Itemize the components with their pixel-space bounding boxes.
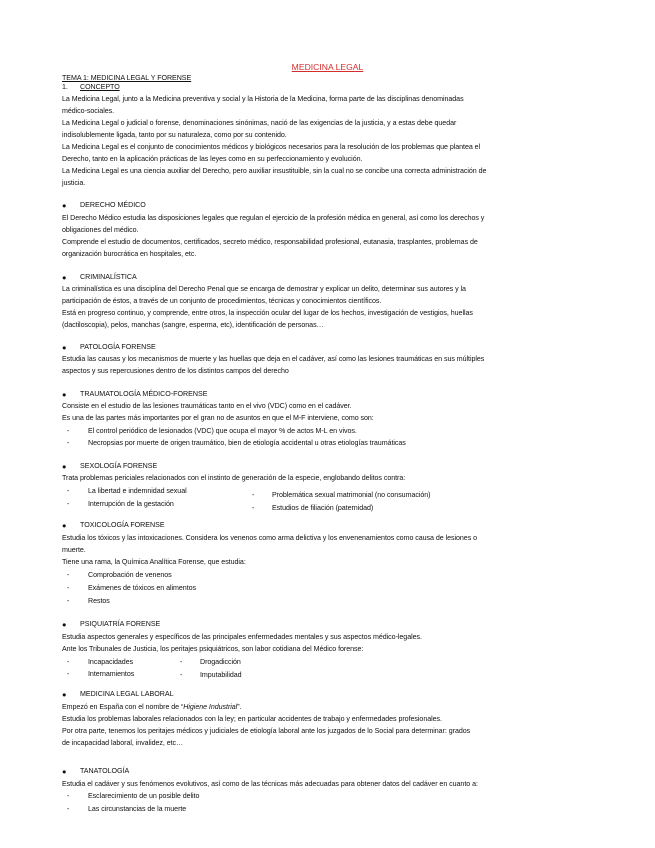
- dash-icon: -: [67, 597, 70, 605]
- section-line: muerte.: [62, 546, 86, 554]
- section-line: Es una de las partes más importantes por el gran no de asuntos en que el M-F interviene, como son:: [62, 414, 374, 422]
- section-line: aspectos y sus repercusiones dentro de los distintos campos del derecho: [62, 367, 289, 375]
- bullet-icon: ●: [62, 201, 67, 210]
- list-item: Internamientos: [88, 670, 135, 678]
- section-heading-psiquiatria: PSIQUIATRÍA FORENSE: [80, 620, 161, 628]
- bullet-icon: ●: [62, 462, 67, 471]
- concept-line: médico-sociales.: [62, 107, 115, 115]
- bullet-icon: ●: [62, 620, 67, 629]
- document-title: MEDICINA LEGAL: [291, 62, 364, 72]
- list-item: Las circunstancias de la muerte: [88, 805, 187, 813]
- dash-icon: -: [67, 487, 70, 495]
- list-item: Drogadicción: [200, 658, 241, 666]
- list-item: El control periódico de lesionados (VDC) que ocupa el mayor % de actos M-L en vivos.: [88, 427, 357, 435]
- section-line: El Derecho Médico estudia las disposiciones legales que regulan el ejercicio de la profesión médica en general, así como los derechos y: [62, 214, 485, 222]
- concept-line: La Medicina Legal es el conjunto de conocimientos médicos y biológicos necesarios para la resolución de los problemas que plantea el: [62, 143, 481, 151]
- bullet-icon: ●: [62, 390, 67, 399]
- dash-icon: -: [67, 571, 70, 579]
- section-line: participación de éstos, a través de un conjunto de procedimientos, técnicas y conocimientos científicos.: [62, 297, 382, 305]
- section-line: obligaciones del médico.: [62, 226, 139, 234]
- section-line: Consiste en el estudio de las lesiones traumáticas tanto en el vivo (VDC) como en el cadáver.: [62, 402, 352, 410]
- dash-icon: -: [252, 504, 255, 512]
- list-item: Interrupción de la gestación: [88, 500, 174, 508]
- dash-icon: -: [67, 439, 70, 447]
- bullet-icon: ●: [62, 767, 67, 776]
- section-heading-criminalistica: CRIMINALÍSTICA: [80, 273, 137, 281]
- section-line: Estudia los tóxicos y las intoxicaciones. Considera los venenos como arma delictiva y los envenenamientos como causa de lesiones o: [62, 534, 478, 542]
- bullet-icon: ●: [62, 690, 67, 699]
- dash-icon: -: [180, 658, 183, 666]
- list-item: Exámenes de tóxicos en alimentos: [88, 584, 197, 592]
- list-item: Problemática sexual matrimonial (no consumación): [272, 491, 431, 499]
- topic-heading: TEMA 1: MEDICINA LEGAL Y FORENSE: [62, 74, 192, 82]
- section-line: Por otra parte, tenemos los peritajes médicos y judiciales de etiología laboral ante los juzgados de lo Social para determinar: grados: [62, 727, 471, 735]
- section-line: [62, 703, 241, 712]
- section-line: Estudia las causas y los mecanismos de muerte y las huellas que deja en el cadáver, así como las lesiones traumáticas en sus múltiples: [62, 355, 485, 363]
- laboral-line-italic: Higiene Industrial: [183, 703, 238, 711]
- concept-line: La Medicina Legal es una ciencia auxiliar del Derecho, pero auxiliar insustituible, sin la cual no se concibe una correcta administración de: [62, 167, 487, 175]
- dash-icon: -: [67, 670, 70, 678]
- section-line: (dactiloscopia), pelos, manchas (sangre, esperma, etc), identificación de personas…: [62, 321, 324, 329]
- list-item: Estudios de filiación (paternidad): [272, 504, 374, 512]
- section-line: Estudia los problemas laborales relacionados con la ley; en particular accidentes de trabajo y enfermedades profesionales.: [62, 715, 442, 723]
- section-heading-traumatologia: TRAUMATOLOGÍA MÉDICO-FORENSE: [80, 390, 208, 398]
- bullet-icon: ●: [62, 343, 67, 352]
- dash-icon: -: [67, 584, 70, 592]
- concept-number: 1.: [62, 83, 68, 91]
- concept-line: La Medicina Legal o judicial o forense, denominaciones sinónimas, nació de las exigencias de la justicia, y a estas debe quedar: [62, 119, 457, 127]
- section-line: Tiene una rama, la Química Analítica Forense, que estudia:: [62, 558, 246, 566]
- concept-line: La Medicina Legal, junto a la Medicina preventiva y social y la Historia de la Medicina, forma parte de las disciplinas denominadas: [62, 95, 464, 103]
- section-line: Trata problemas periciales relacionados con el instinto de generación de la especie, englobando delitos contra:: [62, 474, 406, 482]
- dash-icon: -: [67, 427, 70, 435]
- concept-line: indisolublemente ligada, tanto por su naturaleza, como por su contenido.: [62, 131, 287, 139]
- laboral-line-post: ”.: [237, 703, 242, 711]
- dash-icon: -: [180, 671, 183, 679]
- dash-icon: -: [252, 491, 255, 499]
- dash-icon: -: [67, 805, 70, 813]
- bullet-icon: ●: [62, 521, 67, 530]
- section-heading-toxicologia: TOXICOLOGÍA FORENSE: [80, 521, 165, 529]
- section-line: La criminalística es una disciplina del Derecho Penal que se encarga de demostrar y explicar un delito, determinar sus autores y la: [62, 285, 466, 293]
- section-line: Estudia el cadáver y sus fenómenos evolutivos, así como de las técnicas más adecuadas para obtener datos del cadáver en cuanto a:: [62, 780, 478, 788]
- concept-line: justicia.: [62, 179, 86, 187]
- bullet-icon: ●: [62, 273, 67, 282]
- list-item: La libertad e indemnidad sexual: [88, 487, 187, 495]
- section-heading-sexologia: SEXOLOGÍA FORENSE: [80, 462, 158, 470]
- list-item: Incapacidades: [88, 658, 134, 666]
- section-line: Está en progreso continuo, y comprende, entre otros, la inspección ocular del lugar de los hechos, investigación de vestigios, huellas: [62, 309, 473, 317]
- concept-line: Derecho, tanto en la aplicación prácticas de las leyes como en su perfeccionamiento y evolución.: [62, 155, 363, 163]
- dash-icon: -: [67, 792, 70, 800]
- dash-icon: -: [67, 658, 70, 666]
- laboral-line-pre: Empezó en España con el nombre de “: [62, 703, 184, 711]
- section-line: de incapacidad laboral, invalidez, etc…: [62, 739, 184, 747]
- section-line: Comprende el estudio de documentos, certificados, secreto médico, responsabilidad profesional, eutanasia, trasplantes, problemas de: [62, 238, 478, 246]
- list-item: Imputabilidad: [200, 671, 242, 679]
- list-item: Necropsias por muerte de origen traumático, bien de etiología accidental u otras etiologías traumáticas: [88, 439, 406, 447]
- section-line: Estudia aspectos generales y específicos de las principales enfermedades mentales y sus aspectos médico-legales.: [62, 633, 422, 641]
- dash-icon: -: [67, 500, 70, 508]
- list-item: Esclarecimiento de un posible delito: [88, 792, 200, 800]
- section-line: organización burocrática en hospitales, etc.: [62, 250, 197, 258]
- section-heading-laboral: MEDICINA LEGAL LABORAL: [80, 690, 174, 698]
- section-heading-derecho-medico: DERECHO MÉDICO: [80, 201, 146, 209]
- section-line: Ante los Tribunales de Justicia, los peritajes psiquiátricos, son labor cotidiana del Médico forense:: [62, 645, 364, 653]
- section-heading-patologia: PATOLOGÍA FORENSE: [80, 343, 156, 351]
- list-item: Restos: [88, 597, 110, 605]
- section-heading-tanatologia: TANATOLOGÍA: [80, 767, 130, 775]
- list-item: Comprobación de venenos: [88, 571, 172, 579]
- concept-heading: CONCEPTO: [80, 83, 120, 91]
